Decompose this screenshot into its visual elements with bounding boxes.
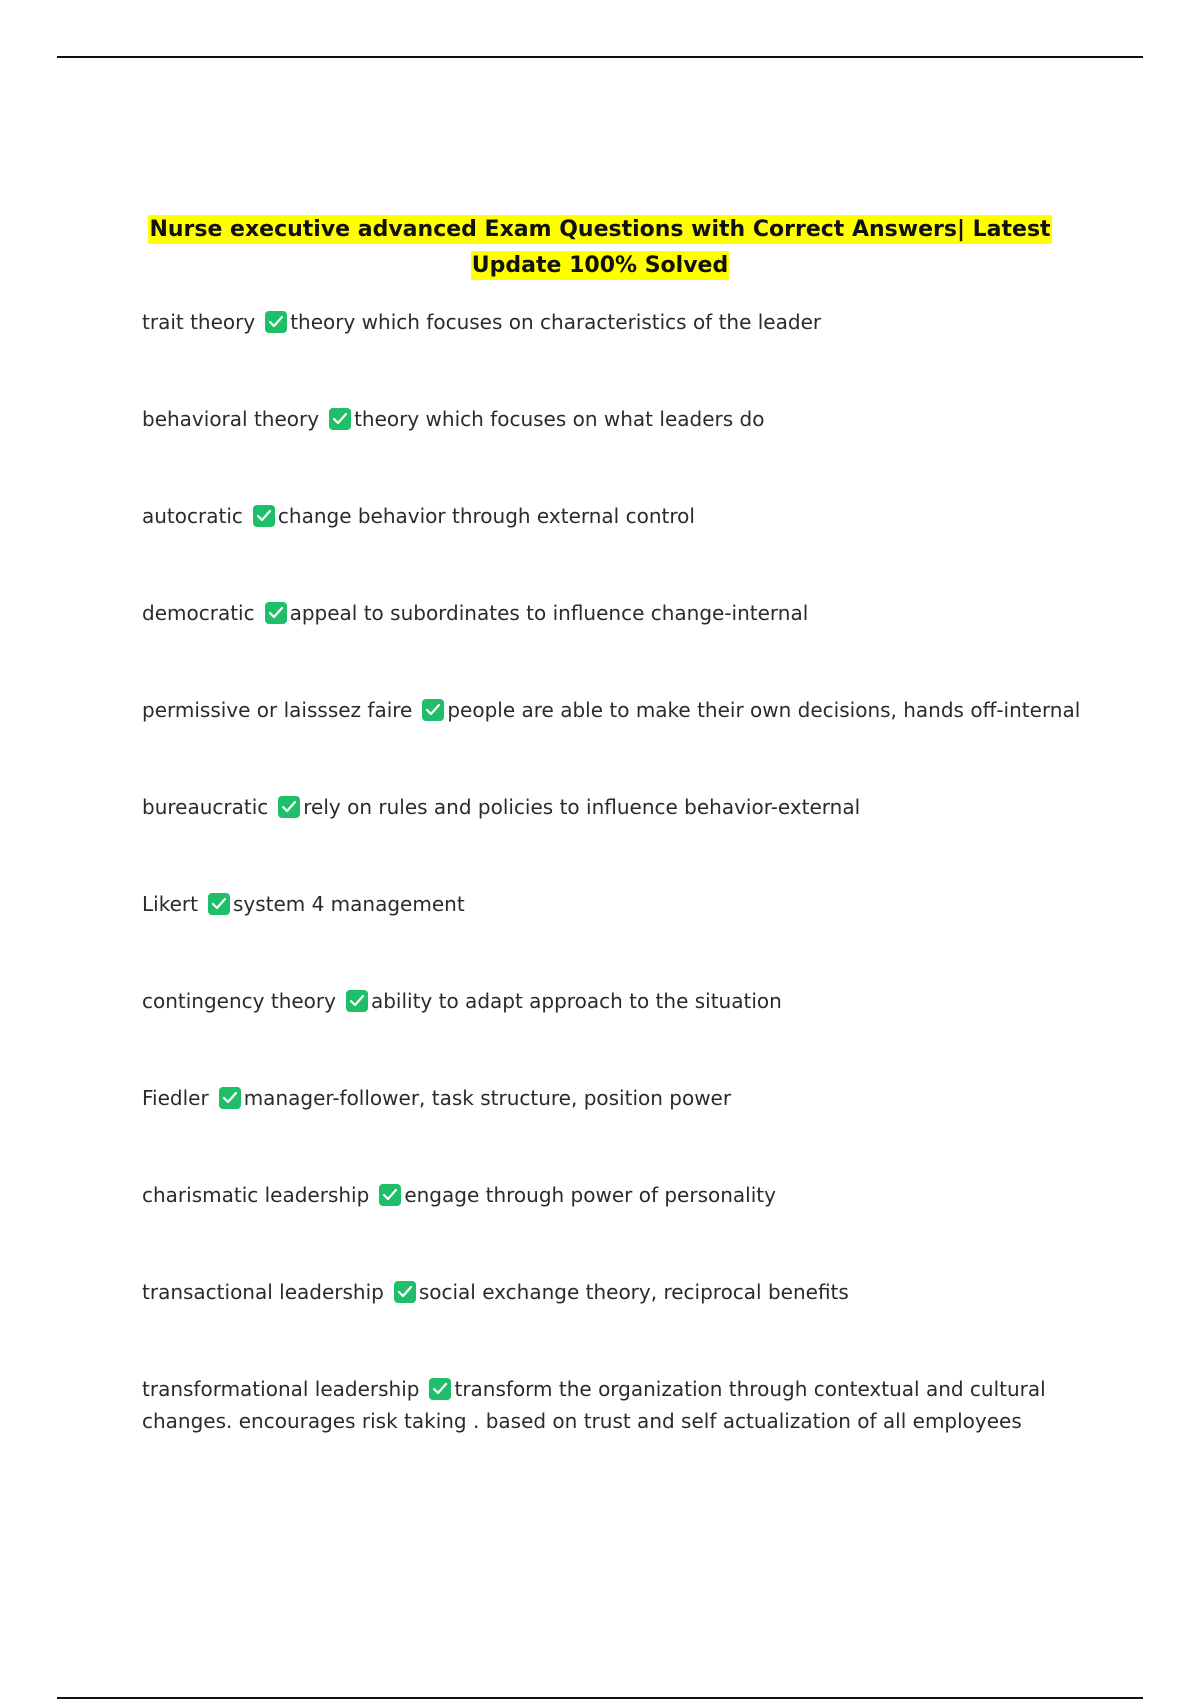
qa-answer: engage through power of personality	[404, 1183, 776, 1207]
qa-term: democratic	[142, 601, 255, 625]
page-title	[140, 212, 1060, 284]
qa-term: bureaucratic	[142, 795, 269, 819]
qa-term: contingency theory	[142, 989, 336, 1013]
qa-answer: rely on rules and policies to influence behavior-external	[303, 795, 861, 819]
top-divider	[57, 56, 1143, 58]
qa-item	[142, 597, 1082, 694]
qa-item	[142, 694, 1082, 791]
qa-item	[142, 985, 1082, 1082]
check-mark-icon	[265, 602, 287, 624]
qa-term: charismatic leadership	[142, 1183, 370, 1207]
qa-term: trait theory	[142, 310, 256, 334]
qa-answer: change behavior through external control	[277, 504, 695, 528]
qa-answer: ability to adapt approach to the situation	[370, 989, 782, 1013]
qa-item	[142, 500, 1082, 597]
check-mark-icon	[379, 1184, 401, 1206]
check-mark-icon	[219, 1087, 241, 1109]
qa-term: transactional leadership	[142, 1280, 384, 1304]
qa-item	[142, 888, 1082, 985]
qa-item	[142, 1082, 1082, 1179]
qa-item	[142, 403, 1082, 500]
qa-item	[142, 306, 1082, 403]
check-mark-icon	[422, 699, 444, 721]
qa-term: transformational leadership	[142, 1377, 420, 1401]
qa-term: autocratic	[142, 504, 243, 528]
qa-term: behavioral theory	[142, 407, 320, 431]
qa-answer: appeal to subordinates to influence change-internal	[289, 601, 809, 625]
qa-list	[142, 306, 1082, 1470]
qa-answer: theory which focuses on what leaders do	[354, 407, 765, 431]
qa-answer: people are able to make their own decisions, hands off-internal	[447, 698, 1081, 722]
check-mark-icon	[346, 990, 368, 1012]
qa-term: Fiedler	[142, 1086, 209, 1110]
check-mark-icon	[394, 1281, 416, 1303]
qa-answer: social exchange theory, reciprocal benefits	[418, 1280, 849, 1304]
check-mark-icon	[208, 893, 230, 915]
title-line-2: Update 100% Solved	[471, 253, 729, 278]
qa-term: Likert	[142, 892, 198, 916]
bottom-divider	[57, 1697, 1143, 1699]
check-mark-icon	[429, 1378, 451, 1400]
check-mark-icon	[278, 796, 300, 818]
check-mark-icon	[265, 311, 287, 333]
qa-answer: theory which focuses on characteristics of the leader	[290, 310, 822, 334]
qa-item	[142, 1179, 1082, 1276]
qa-answer: transform the organization through contextual and cultural changes. encourages risk taking . based on trust and self actualization of all employees	[142, 1377, 1046, 1433]
check-mark-icon	[329, 408, 351, 430]
qa-item	[142, 1276, 1082, 1373]
qa-answer: manager-follower, task structure, position power	[243, 1086, 732, 1110]
qa-item	[142, 1373, 1082, 1470]
check-mark-icon	[253, 505, 275, 527]
qa-item	[142, 791, 1082, 888]
qa-term: permissive or laisssez faire	[142, 698, 413, 722]
qa-answer: system 4 management	[232, 892, 465, 916]
title-line-1: Nurse executive advanced Exam Questions with Correct Answers| Latest	[149, 217, 1051, 242]
